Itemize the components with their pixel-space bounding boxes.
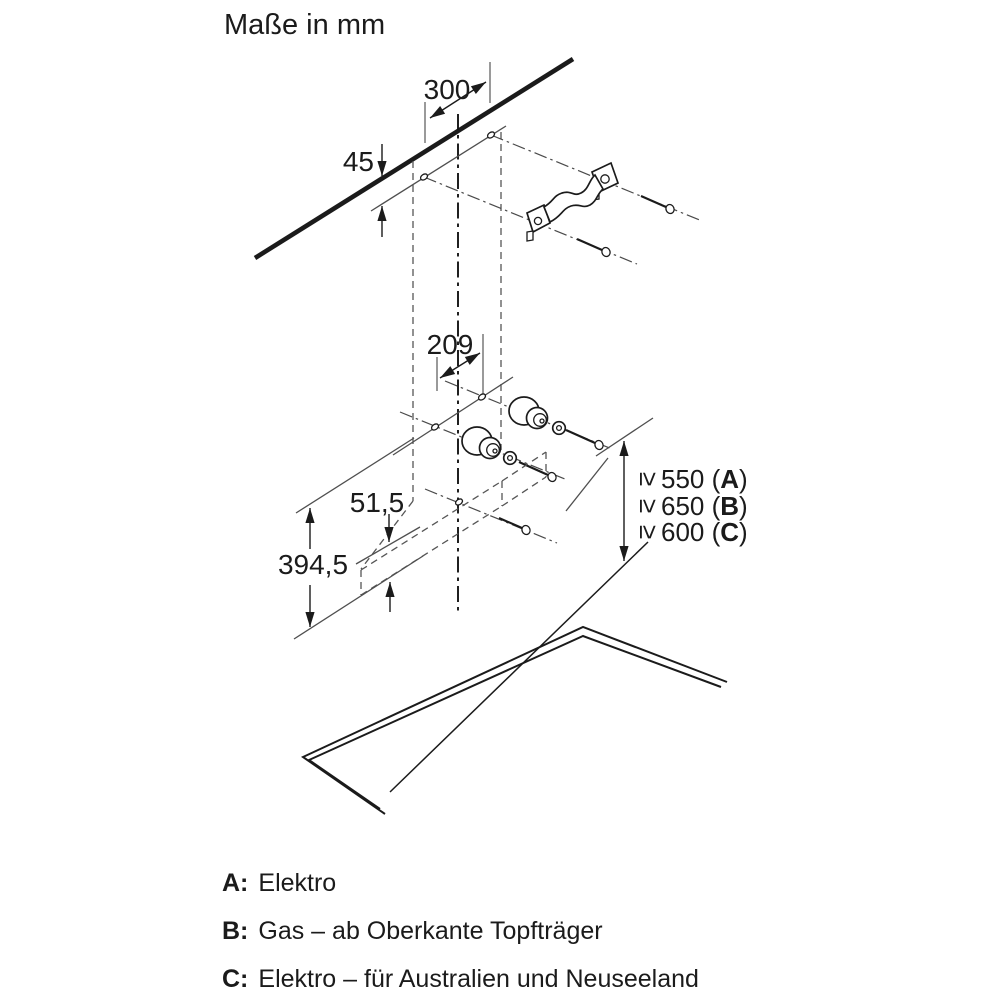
screw-icon (519, 462, 557, 483)
gte-symbol: ≥ (634, 471, 664, 487)
cooktop-outline (303, 542, 727, 814)
diagram-title: Maße in mm (224, 9, 386, 41)
screw-icon (577, 239, 611, 258)
legend (222, 869, 699, 993)
spacer-icon (509, 397, 548, 429)
clearance-c-label: 600 (C) (661, 517, 748, 547)
washer-icon (504, 452, 517, 465)
mounting-hole-icon (430, 423, 439, 432)
gte-symbol: ≥ (634, 498, 664, 514)
bracket-hole-icon (601, 175, 609, 183)
screw-icon (641, 196, 675, 215)
bracket-screws (577, 196, 675, 258)
spacer-icon (462, 427, 501, 459)
wall-edge-line (255, 59, 573, 258)
legend-item-b: B: Gas – ab Oberkante Topfträger (222, 917, 603, 945)
screw-icon (566, 430, 604, 451)
wall-spacers (462, 397, 548, 459)
gte-symbol: ≥ (634, 524, 664, 540)
clearance-b-label: 650 (B) (661, 491, 748, 521)
dimension-209 (427, 329, 483, 394)
wall-bracket-icon (527, 163, 618, 241)
mounting-hole-icon (477, 393, 486, 402)
mounting-hole-icon (486, 131, 495, 140)
mounting-hole-icon (419, 173, 428, 182)
hood-projection-lines (361, 114, 501, 611)
dimension-51-5-label: 51,5 (349, 487, 405, 518)
clearance-dimension (566, 418, 653, 561)
dimension-300-label: 300 (423, 74, 471, 105)
clearance-labels (634, 464, 748, 547)
washer-icon (553, 422, 566, 435)
clearance-a-label: 550 (A) (661, 464, 748, 494)
bracket-hole-icon (534, 217, 541, 224)
mounting-hole-icon (454, 498, 463, 507)
screw-icon (499, 518, 531, 536)
dimension-209-label: 209 (426, 329, 474, 360)
legend-item-a: A: Elektro (222, 869, 337, 897)
lower-hole-axes (393, 377, 612, 543)
dimension-394-5-label: 394,5 (277, 549, 349, 580)
legend-item-c: C: Elektro – für Australien und Neuseeland (222, 965, 699, 993)
dimension-45-label: 45 (342, 146, 374, 177)
